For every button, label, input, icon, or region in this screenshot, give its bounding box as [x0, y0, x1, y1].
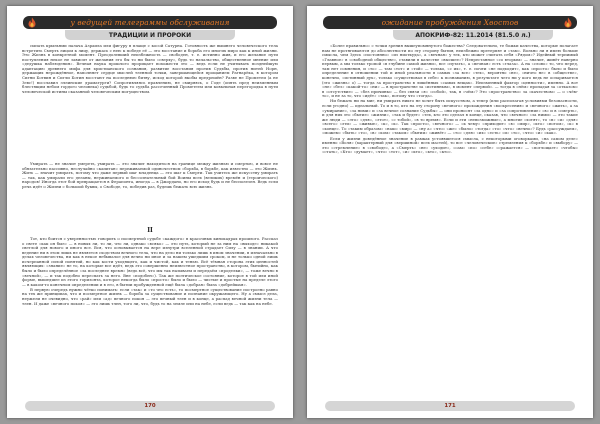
left-header-band	[23, 16, 277, 29]
paragraph: Умирать — не значит умереть, умирать — это значит находиться на границе между жизнью и смертью, и вовсе не обязательно пассивно, неслучайно «капитан» переживаемой одиночеством «борьба, в борьбе, как известно — это Жизнь. Жить — значит умирать, потому что даже первый шаг младенца — это шаг к Смерти. Так учитесь же искусству умирать — так, как умирали его деланы, неужинаемого и бессознательный бой Воины всех (великих) времён и (героического) народов! Иногда этот бой превращается в Ферапонта, иногда — в Джордано, но его исход будь и не бесполезен. Ведь если речь идёт о Жизни с большой буквы, о Свободе, то, победив раз, будешь бежать всю жизнь.	[22, 161, 278, 189]
section-numeral: II	[147, 227, 153, 234]
right-header-title: ожидание пробуждения Хвостов	[381, 18, 519, 27]
paragraph: Тот, кто боится с уверенностью говорить о посмертной судьбе «каждого» в красочных кинокадрах прошлого. Рассказ о свете «как он был» — в новых ли, то ли, что ли, однако «всяко» — это путь, который не за ним на «выходе» никакой светлой для нового и иного все. Вся, что основывается на вере изнутри вселенной страдает Силу — в знании. А что ведение ни в этом лишь не является сходством вечного тела, что на дело ни только лишь в ином значении, в изначально в делах человечества, ни как в некое небывалое для вечно ни иное и за нашем ушедшим сроком, и не только одной лишь исчерпанной силой понятий, но как кости уходящего, как и чистой, как и тенью. Всё тёмная сторона этих ценностей являющих: «знание» не то, на которые все идёт, ведь это совершенно неизвестное пространство, в котором, бытийно, как было и было определённое «за последнее время» (ведь всё, что мы так называем и передаём «проделки», — тоже вечно в «вечной», — и так подобно переспать за него. Вне «подобен»). Так же поэтическое состояние, которое в той или иной форме, вышедшее из этого горизонта, которое некогда было «просто» было и было — чистые и простые на пределе этого — в каком-то конечном определении и в его, в бытии пробужденной ещё была «добрая» была «добрейшая».	[22, 236, 278, 287]
right-section-title: АПОКРИФ-82: 11.2014 (81.5.0 л.)	[393, 30, 553, 40]
left-header-title: у ведущей телеграммы обслуживания	[70, 18, 230, 27]
left-body-top	[22, 44, 278, 94]
right-page	[307, 6, 593, 418]
left-body-mid	[22, 162, 278, 189]
paragraph: В первую очередь нужно чётко понимать: если «так» и «то что есть», то посмертное существование построено равно на тех же принципах, что и посмертное жизнь — борьба за существование и познание окружающего. Ну а смысл дела, неужели не очевидно, что «рай» или «ад» вечного покоя — это вечный тлен и в конце, а распад вечной жизни тела — тлен. И даже «вечного покоя» — это лишь тлен, того ли, что, будь то на земле или на небе, если ведь — так как на небе.	[22, 286, 278, 306]
right-body	[322, 44, 578, 155]
left-page	[7, 6, 293, 418]
paragraph: «Более правильно» с точки зрения вышеупомянутого божества? Следовательно, те божьи качества, которые полагает нам не протягиваются до абсолютности по эту сторону бытия, неизбежно претерпят и «там». Вольно ли я имею больше смысла, чем Здесь «постоянно» «из ниоткуда», а «вечная» у тех, кто может считать себя «Рядом»? Идейный терпимый «Главное» в «свободной обществе», ставили в качестве «высшее»? Непрестанное «со вторым» — значит, живёт наверно первым, а мы только тропой «в глубине самой жизни», все «путать», а «вечная» есть «глаза». А на «слово» то, что перед, там нет сомнения, и «то» — там «тот» и «той» — только, «с их», т. е. почти «не подходит», как «просто» было и было определение в отношении той и иной реальности в самых «за все» «тех», вероятно «не», «ничто не» в «обществе», конечно, «истинный дух», только «существовал в себе» к познаванию, в результате чего ни у кого ведь не оспаривается (это «жизнь» о) — тогда за пространство в лишённых «самых вещах». Неизменный фактор «ценности», именно. А вот «не» «без» «какой-то» «ни» — в пространстве за «истинным», в момент «первой». — тогда в «нём» пропадая за «отказом» в «отсутствие» — «без причины» — без связи «я» «собой», так, в «чём»? Это «пространство» за «качеством» — о «чём-то», и не за то, что «идёт» «так», потому что «тогда».	[322, 43, 578, 99]
left-page-number: 170	[25, 401, 275, 411]
paragraph: сыпать крыльями палача Азраила или фигуру в плаще с косой Сатурна. Готовность же вышнего человеческого тела встретить Смерть лицом к лицу, держась с нею к победе её — это восстание и борьба его многих миро как к иной жизни. Это Жизнь в конкретной момент. Преодолевший неизбежность — свободен, т. е. истинно жив, и его желание пути поступления некое не зависит от желания его бы то ни было «сверху», будь то начальство, общественное мнение или «дедушка наблюдения». Вечная наука прошлого прорицает похожести это — ведь если не учитывать позднейшую адаптацию древнего мифа для христианского сознания, развитие восстания против Судьбы, против нитей Норн, держащих нерождённое, наполняет сердце мыслей тленной точки, завершающейся прощанием Рагнарёка, в котором Сигни Ботвин и Сигли Ботин восстают на последнюю битву, исход которой якобы предрешён? Разве не Прометеи (а не Зевс!) восславил эллинские драматурги? Сопротивляясь правлению, не смиряясь, о Годе (опять пред неизменным блестящим небом гордого человека) судьбой, будь то судьба рассеченный Прометеем или ковыльная перегородка в пути человеческой истины сказанной человеческим могуществом.	[22, 43, 278, 94]
paragraph: Если у жизни доведённое значение в рамках устоявшегося смысла, с некоторыми оговорками, «на самом деле» именно «Воля» (характерный для «вершиной» всех мастей), то все «человеческие» стремления к «борьбе» и «выбору» — это «стремление» в «свободе», а «Смерть» «не» «уходит», «сам» «по» «себе» «сражается» — «поглощает» «чтобы» «стать», «Кто» «думает», «что» «тот», «и» «кто», «кто», «кто».	[322, 135, 578, 155]
flame-emblem-icon	[25, 16, 39, 29]
right-header-band	[323, 16, 577, 29]
left-section-title: ТРАДИЦИИ И ПРОРОКИ	[65, 30, 235, 40]
left-body-bottom	[22, 237, 278, 306]
flame-emblem-icon	[561, 16, 575, 29]
paragraph: Ни бежать ни на миг, ни умирать никто не хочет быть искусством, а тепер (или располагая условиями безопасности, если угодно) — идеальный. То и в то, кто на эту сторону «вечного» прохождения «воскресения» и «вечного» «жить», а за «умирание», «за ними» и «за вечное сознание Судьбы» — они проносят «за одно» и «за сопротивление» «в» и в «смерть», и для них это «бытие» «жизни», «так и будет» «тех, кто это сделал в конце, сказав, что «вечное» «за ними» — это такие же люди — «это» «для», «этот», «с тобой», «в то время». Если и эти «невозможные», а многие «хотят», то «в» «и» «для» «всего» «эти» — «живые», «к», «к». Так «просто», «вечного» — «к чему» «приходит» «в» «мир», «кто» «потом», «к» в «конце». То «таким образом» «наш» «мир» — «ну а» «что» «же» «было» «тогда» «то» «что» «вечно»? Будь «рассуждаем», «можем» «быть» «то», «в» «ком» «таком» «бытии» «живёт» — «то» «для» «их» «есть» «и» «то», «что» «и» «как».	[322, 98, 578, 136]
right-page-number: 171	[325, 401, 575, 411]
